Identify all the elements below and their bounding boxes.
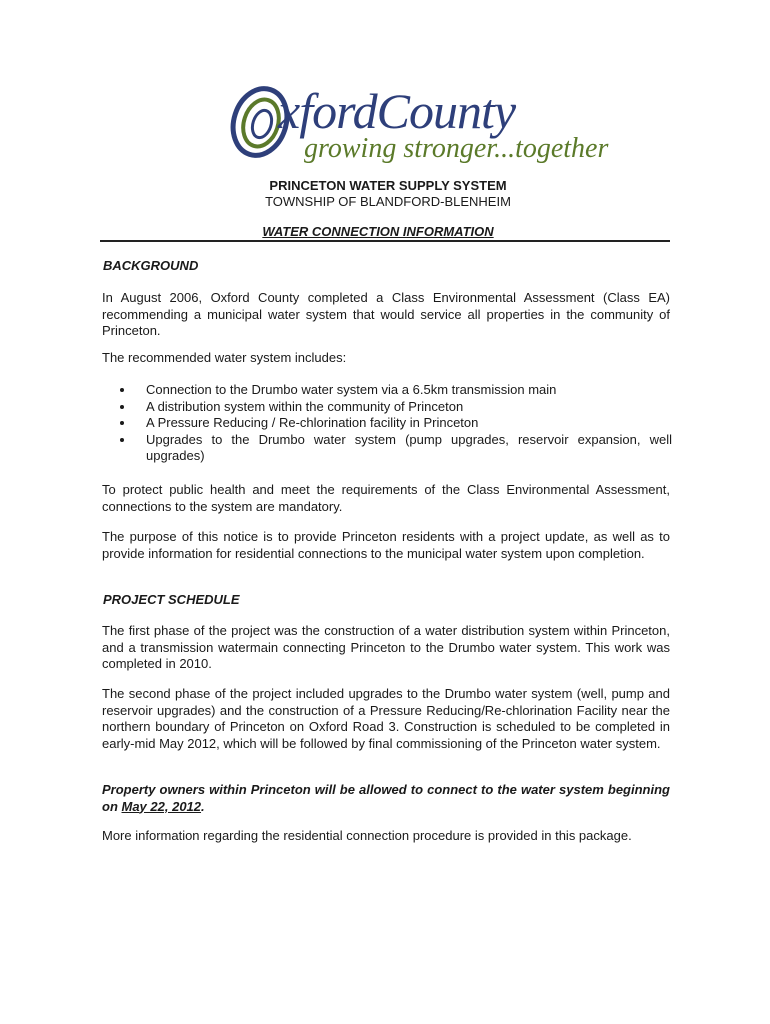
list-item: Upgrades to the Drumbo water system (pump upgrades, reservoir expansion, well upgrades) [102,432,672,465]
list-item: A distribution system within the community of Princeton [102,399,672,416]
township-name: TOWNSHIP OF BLANDFORD-BLENHEIM [265,194,511,209]
list-item: Connection to the Drumbo water system via a 6.5km transmission main [102,382,672,399]
connection-start-date: May 22, 2012 [121,798,202,814]
water-system-components-list [102,382,672,465]
background-heading: BACKGROUND [103,258,199,273]
schedule-paragraph-3: More information regarding the residential connection procedure is provided in this package. [102,828,632,843]
background-paragraph-1: In August 2006, Oxford County completed a Class Environmental Assessment (Class EA) recommending a municipal water system that would service all properties in the community of Princeton. [102,290,670,338]
connection-notice [102,782,670,815]
project-schedule-heading: PROJECT SCHEDULE [103,592,240,607]
background-paragraph-2: The recommended water system includes: [102,350,347,365]
title-divider [100,240,670,242]
schedule-paragraph-1: The first phase of the project was the construction of a water distribution system within Princeton, and a transmission watermain connecting Princeton to the Drumbo water system. This work was completed in 2010. [102,623,670,671]
connection-notice-end: . [201,798,205,814]
oxford-county-logo [228,82,609,172]
list-item: A Pressure Reducing / Re-chlorination facility in Princeton [102,415,672,432]
schedule-paragraph-2: The second phase of the project included upgrades to the Drumbo water system (well, pump and reservoir upgrades) and the construction of a Pressure Reducing/Re-chlorination Facility near the northern boundary of Princeton on Oxford Road 3. Construction is scheduled to be completed in early-mid May 2012, which will be followed by final commissioning of the Princeton water system. [102,686,670,751]
connection-notice-text: Property owners within Princeton will be allowed to connect to the water system beginning on [102,782,670,814]
logo-name-text: xfordCounty [278,83,516,139]
system-title: PRINCETON WATER SUPPLY SYSTEM [269,178,507,193]
document-title: WATER CONNECTION INFORMATION [262,224,494,239]
logo-tagline: growing stronger...together [304,133,609,164]
background-paragraph-3: To protect public health and meet the requirements of the Class Environmental Assessment, connections to the system are mandatory. [102,482,670,514]
background-paragraph-4: The purpose of this notice is to provide Princeton residents with a project update, as well as to provide information for residential connections to the municipal water system upon completion. [102,529,670,561]
